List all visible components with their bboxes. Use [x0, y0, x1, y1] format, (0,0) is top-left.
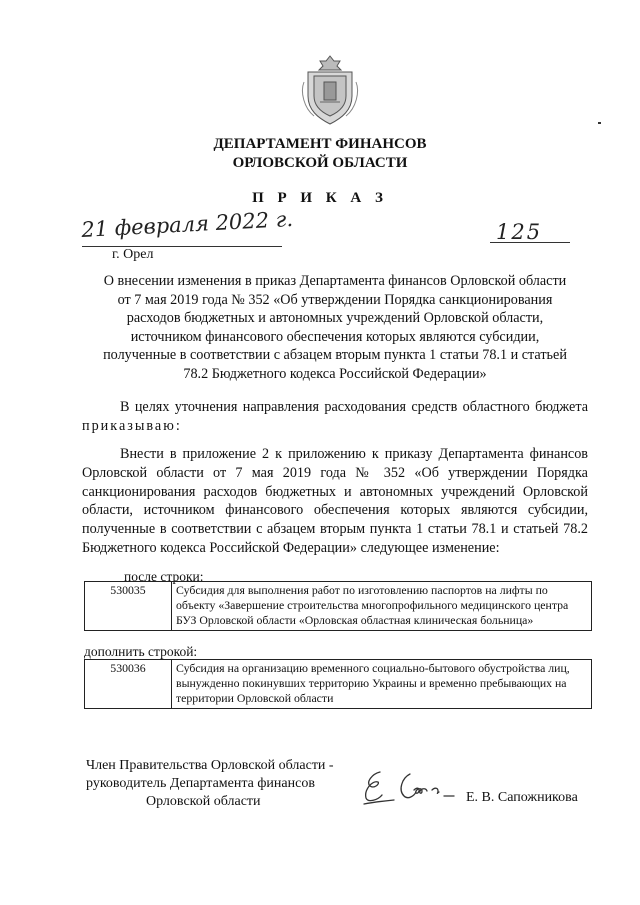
after-row-label: после строки: [124, 569, 204, 584]
handwritten-date: 21 февраля 2022 г. [80, 206, 294, 242]
title-line: О внесении изменения в приказ Департамента финансов Орловской области [103, 273, 567, 289]
signatory-name: Е. В. Сапожникова [466, 790, 578, 805]
document-type: П Р И К А З [252, 190, 388, 206]
number-underline [490, 242, 570, 243]
row-description: Субсидия на организацию временного социально-бытового обустройства лиц, вынужденно покинувших территорию Украины и временно пребывающих на территории Орловской области [172, 660, 592, 709]
signatory-title-line2: руководитель Департамента финансов [86, 776, 315, 791]
table-row [85, 582, 592, 631]
department-name-line1: ДЕПАРТАМЕНТ ФИНАНСОВ [213, 136, 427, 152]
table-row [85, 660, 592, 709]
signatory-title-line1: Член Правительства Орловской области - [86, 758, 334, 773]
title-line: источником финансового обеспечения которых являются субсидии, [130, 328, 540, 345]
order-title [82, 272, 588, 384]
row-code: 530036 [85, 660, 172, 709]
preamble-paragraph [82, 398, 588, 436]
add-row-label: дополнить строкой: [84, 644, 198, 659]
title-line: расходов бюджетных и автономных учреждений Орловской области, [126, 310, 544, 327]
order-keyword: приказываю [82, 417, 176, 434]
instruction-paragraph: Внести в приложение 2 к приложению к приказу Департамента финансов Орловской области от 7 мая 2019 года № 352 «Об утверждении Порядка санкционирования расходов бюджетных и автономных учреждений Орловской области, источником финансового обеспечения которых являются субсидии, полученные в соответствии с абзацем вторым пункта 1 статьи 78.1 и статьей 78.2 Бюджетного кодекса Российской Федерации» следующее изменение: [82, 446, 588, 556]
department-name-line2: ОРЛОВСКОЙ ОБЛАСТИ [232, 155, 408, 171]
scan-mark [598, 122, 601, 124]
row-description: Субсидия для выполнения работ по изготовлению паспортов на лифты по объекту «Завершение строительства многопрофильного медицинского центра БУЗ Орловской области «Орловская областная клиническая больница» [172, 582, 592, 631]
preamble-text: В целях уточнения направления расходования средств областного бюджета [120, 399, 588, 415]
handwritten-order-number: 125 [496, 220, 543, 244]
handwritten-signature [360, 766, 460, 810]
existing-row-table [84, 581, 592, 631]
preamble-end: : [175, 417, 180, 434]
signatory-title-line3: Орловской области [146, 794, 261, 809]
city-label: г. Орел [112, 247, 154, 262]
title-line: 78.2 Бюджетного кодекса Российской Федерации» [183, 365, 487, 382]
title-line: полученные в соответствии с абзацем вторым пункта 1 статьи 78.1 и статьей [103, 347, 567, 364]
coat-of-arms-icon [300, 52, 360, 128]
title-line: от 7 мая 2019 года № 352 «Об утверждении Порядка санкционирования [117, 291, 553, 308]
new-row-table [84, 659, 592, 709]
row-code: 530035 [85, 582, 172, 631]
